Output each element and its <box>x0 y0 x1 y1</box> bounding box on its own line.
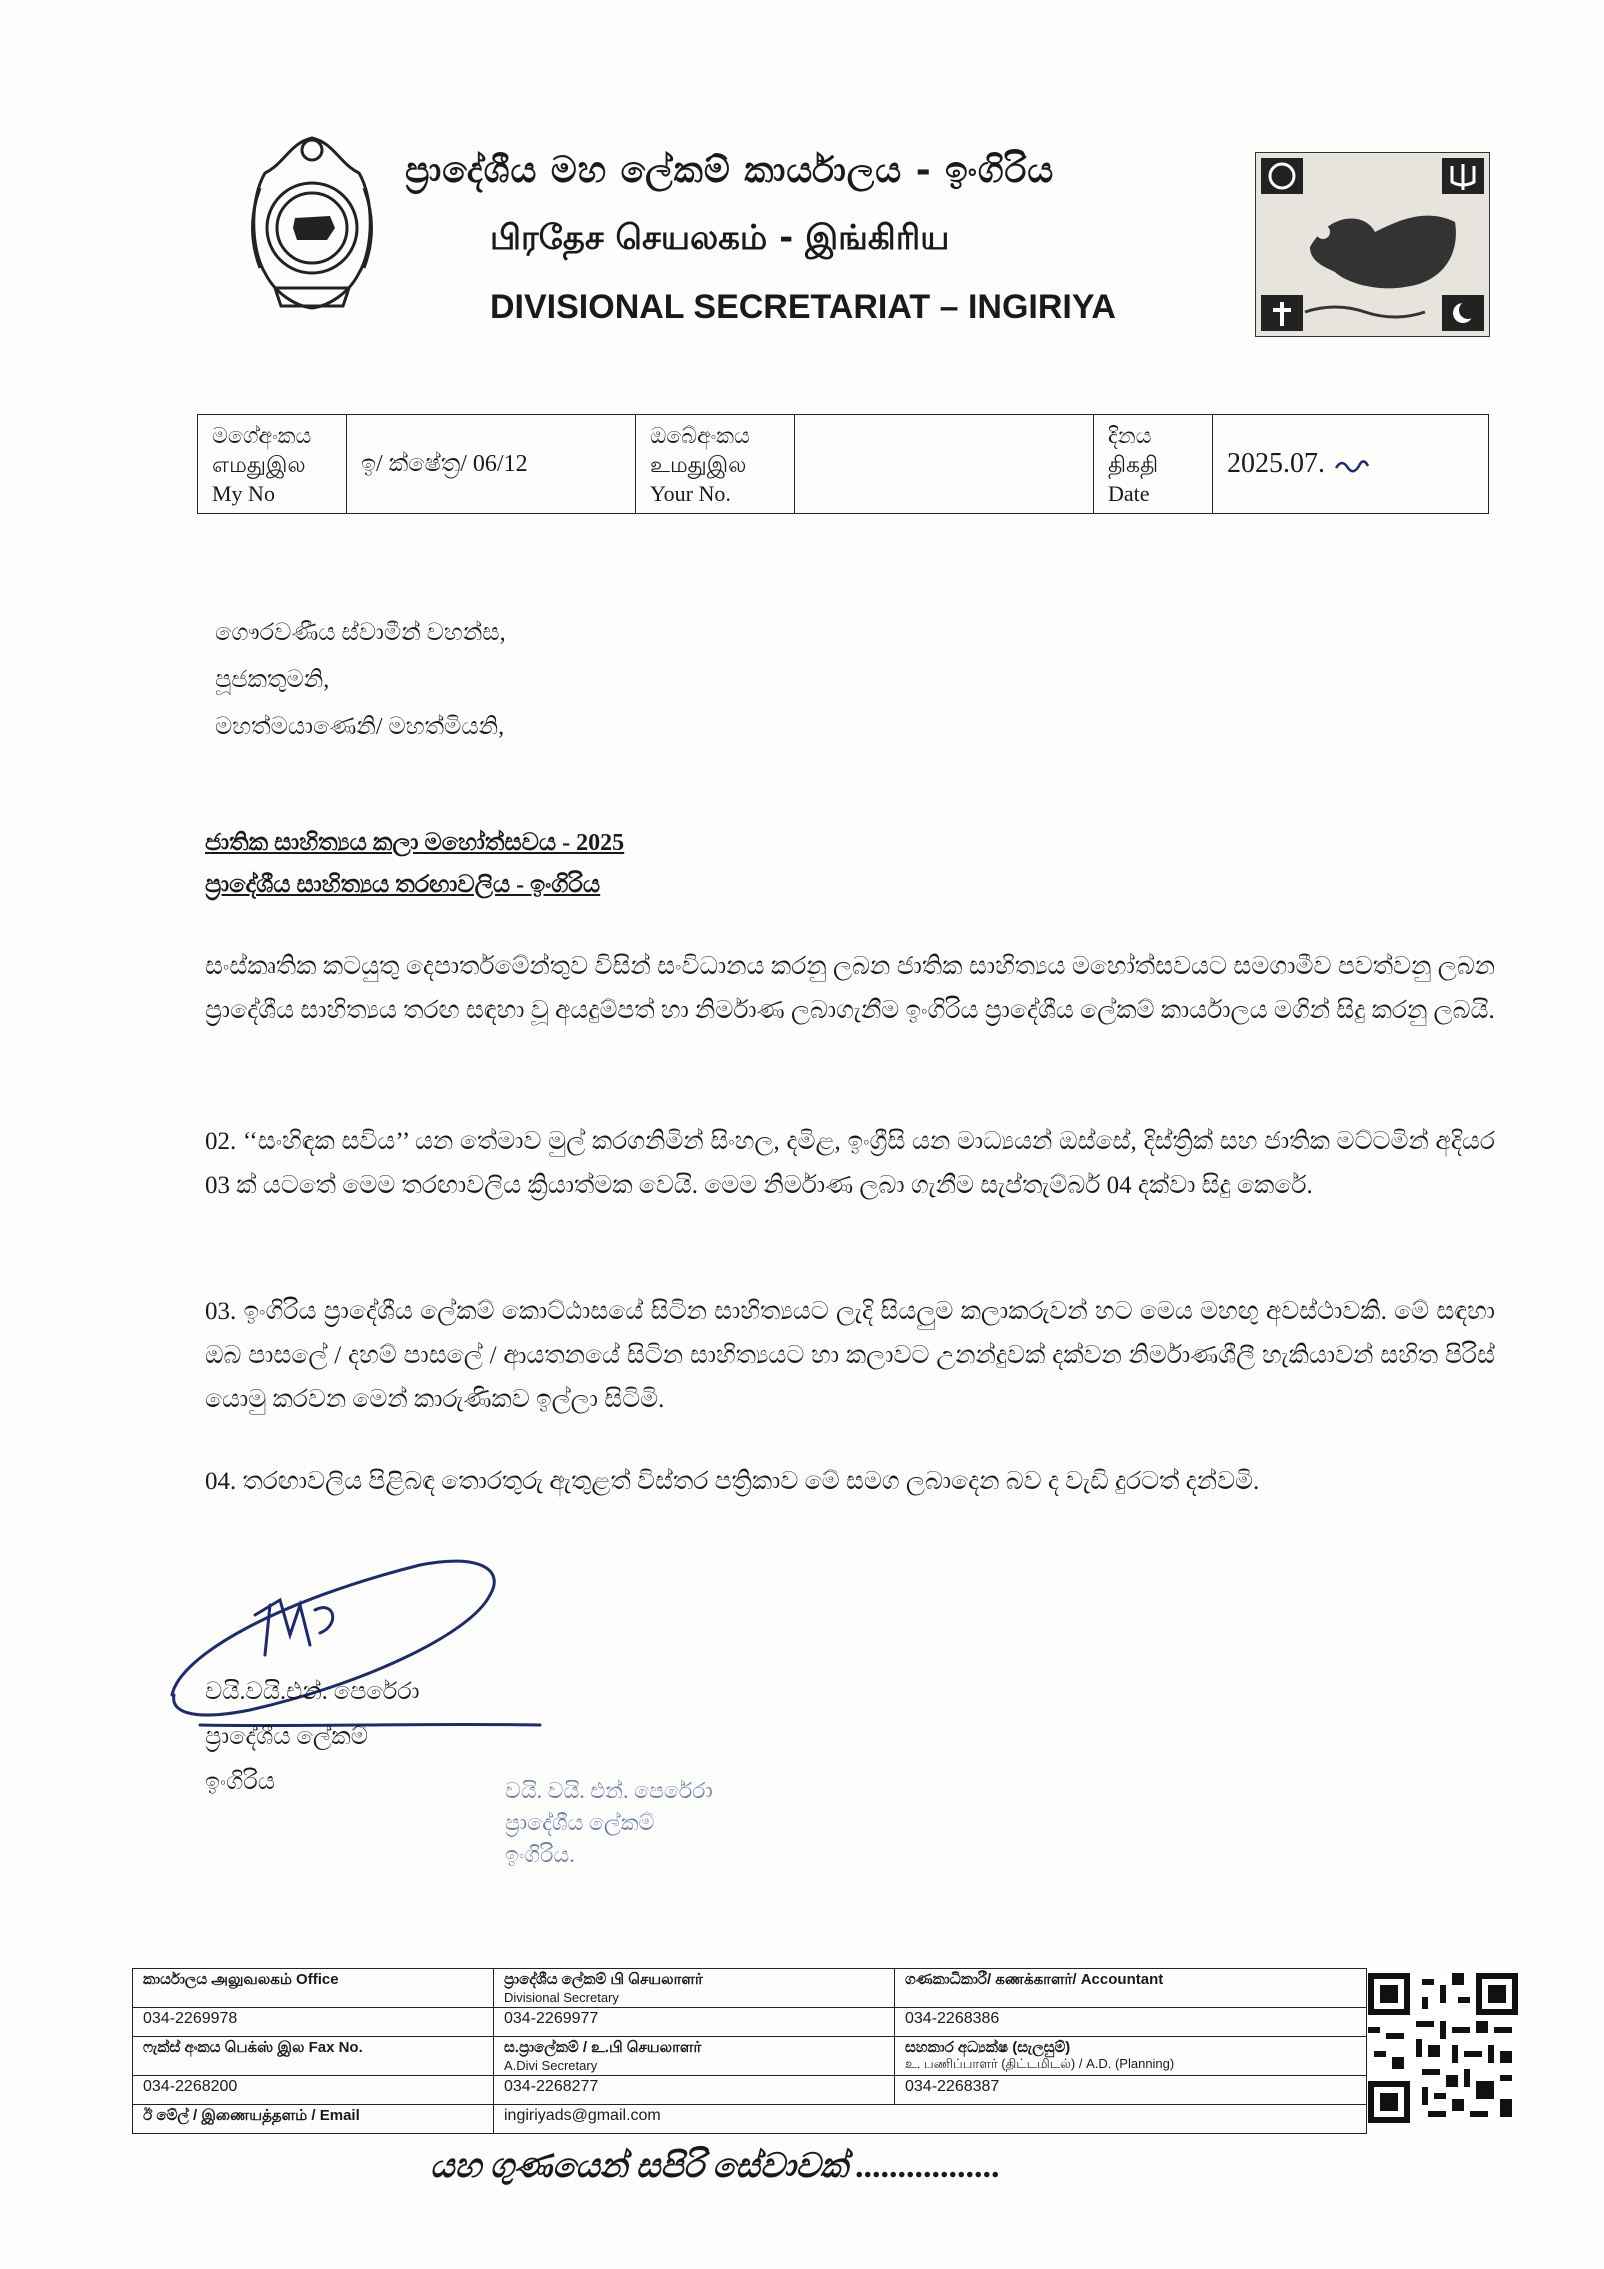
email-value[interactable]: ingiriyads@gmail.com <box>494 2105 1367 2134</box>
adplan-label-cell <box>895 2037 1367 2076</box>
my-no-label <box>198 415 347 514</box>
sri-lanka-emblem-icon <box>235 128 390 318</box>
date-label-ta: திகதி <box>1108 451 1159 477</box>
your-no-label-en: Your No. <box>650 480 731 506</box>
footer-motto: යහ ගුණයෙන් සපිරි සේවාවක් ................. <box>430 2148 1001 2185</box>
date-value <box>1213 415 1489 514</box>
qr-code-icon[interactable] <box>1368 1973 1518 2123</box>
office-label: කාර්යාලය அலுவலகம் Office <box>133 1969 494 2008</box>
adplan-label: සහකාර අධ්‍යක්ෂ (සැලසුම්) <box>905 2039 1071 2056</box>
your-no-value <box>795 415 1094 514</box>
body-paragraph-1: සංස්කෘතික කටයුතු දෙපාර්තමේන්තුව විසින් සංවිධානය කරනු ලබන ජාතික සාහිත්‍යය මහෝත්සවයට සමගාමීව පවත්වනු ලබන ප්‍රාදේශීය සාහිත්‍යය තරඟ සඳහා වූ අයදුම්පත් හා නිර්මාණ ලබාගැනීම ඉංගිරිය ප්‍රාදේශීය ලේකම් කාර්යාලය මගින් සිදු කරනු ලබයි. <box>205 953 1495 1024</box>
ads-phone: 034-2268277 <box>494 2076 895 2105</box>
reference-table <box>197 414 1489 514</box>
date-label-si: දිනය <box>1108 422 1152 448</box>
body-paragraph-4: 04. තරඟාවලිය පිළිබඳ තොරතුරු ඇතුළත් විස්තර පත්‍රිකාව මේ සමග ලබාදෙන බව ද වැඩි දුරටත් දන්වමි. <box>205 1468 1260 1495</box>
salutation-line: ගෞරවණීය ස්වාමීන් වහන්ස, <box>215 620 506 646</box>
official-stamp <box>505 1775 713 1871</box>
your-no-label-ta: உமதுஇல <box>650 451 747 477</box>
letterhead-title-english: DIVISIONAL SECRETARIAT – INGIRIYA <box>490 288 1116 326</box>
subject-block <box>205 822 624 906</box>
accountant-label: ගණකාධිකාරී/ கணக்காளர்/ Accountant <box>895 1969 1367 2008</box>
ds-label-cell <box>494 1969 895 2008</box>
your-no-label-si: ඔබේඅංකය <box>650 422 750 448</box>
stamp-title: ප්‍රාදේශීය ලේකම් <box>505 1810 655 1835</box>
ds-sub-label: Divisional Secretary <box>504 1990 619 2005</box>
signer-location: ඉංගිරිය <box>205 1769 276 1795</box>
my-no-value: ඉ/ ක්ෂේත්‍ර/ 06/12 <box>347 415 636 514</box>
adplan-sub-label: உ. பணிப்பாளர் (திட்டமிடல்) / A.D. (Planning) <box>905 2056 1175 2071</box>
ds-label: ප්‍රාදේශීය ලේකම් பி செயலாளர் <box>504 1971 703 1988</box>
adplan-phone: 034-2268387 <box>895 2076 1367 2105</box>
email-label: ඊ මේල් / இணையத்தளம் / Email <box>133 2105 494 2134</box>
stamp-location: ඉංගිරිය. <box>505 1842 575 1867</box>
stamp-name: වයි. වයි. එන්. පෙරේරා <box>505 1778 713 1803</box>
ds-phone: 034-2269977 <box>494 2008 895 2037</box>
ads-label-cell <box>494 2037 895 2076</box>
subject-line: ජාතික සාහිත්‍යය කලා මහෝත්සවය - 2025 <box>205 830 625 856</box>
salutation-line: මහත්මයාණෙනි/ මහත්මියනි, <box>215 714 505 740</box>
body-paragraph-2: 02. ‘‘සංහිඳක සවිය’’ යන තේමාව මුල් කරගනිමින් සිංහල, දමිළ, ඉංග්‍රීසි යන මාධ්‍යයන් ඔස්සේ, දිස්ත්‍රික් සහ ජාතික මට්ටමින් අදියර 03 ක් යටතේ මෙම තරඟාවලිය ක්‍රියාත්මක වෙයි. මෙම නිර්මාණ ලබා ගැනීම සැප්තැම්බර් 04 දක්වා සිදු කෙරේ. <box>205 1128 1495 1199</box>
contact-table <box>132 1968 1367 2134</box>
ads-label: ස.ප්‍රාලේකම් / உ.பி செயலாளர் <box>504 2039 702 2056</box>
signer-title: ප්‍රාදේශීය ලේකම් <box>205 1724 368 1750</box>
body-paragraph-3: 03. ඉංගිරිය ප්‍රාදේශීය ලේකම් කොට්ඨාසයේ සිටින සාහිත්‍යයට ලැදි සියලුම කලාකරුවන් හට මෙය මහඟු අවස්ථාවකි. මේ සඳහා ඔබ පාසලේ / දහම් පාසලේ / ආයතනයේ සිටින සාහිත්‍යයට හා කලාවට උනන්දුවක් දක්වන නිර්මාණශීලී හැකියාවන් සහිත පිරිස් යොමු කරවන මෙන් කාරුණිකව ඉල්ලා සිටිමි. <box>205 1298 1495 1413</box>
signer-name: වයි.වයි.එන්. පෙරේරා <box>205 1679 420 1705</box>
date-value-text: 2025.07. <box>1227 448 1325 479</box>
letterhead-title-tamil: பிரதேச செயலகம் - இங்கிரிய <box>490 218 950 258</box>
fax-phone: 034-2268200 <box>133 2076 494 2105</box>
my-no-label-si: මගේඅංකය <box>212 422 312 448</box>
subject-line: ප්‍රාදේශීය සාහිත්‍යය තරඟාවලිය - ඉංගිරිය <box>205 872 601 898</box>
divisional-crest-icon <box>1255 152 1490 337</box>
handwritten-day-mark <box>1332 456 1372 476</box>
my-no-label-en: My No <box>212 480 275 506</box>
ads-sub-label: A.Divi Secretary <box>504 2058 598 2073</box>
fax-label: ෆැක්ස් අංකය பெக்ஸ் இல Fax No. <box>133 2037 494 2076</box>
salutation-block <box>215 610 506 751</box>
accountant-phone: 034-2268386 <box>895 2008 1367 2037</box>
date-label-en: Date <box>1108 480 1150 506</box>
date-label <box>1094 415 1213 514</box>
your-no-label <box>636 415 795 514</box>
office-phone: 034-2269978 <box>133 2008 494 2037</box>
letterhead-title-sinhala: ප්‍රාදේශීය මහ ලේකම් කාර්යාලය - ඉංගිරිය <box>405 150 1055 191</box>
salutation-line: පූජකතුමනි, <box>215 667 330 693</box>
signer-block <box>205 1670 420 1805</box>
my-no-label-ta: எமதுஇல <box>212 451 306 477</box>
